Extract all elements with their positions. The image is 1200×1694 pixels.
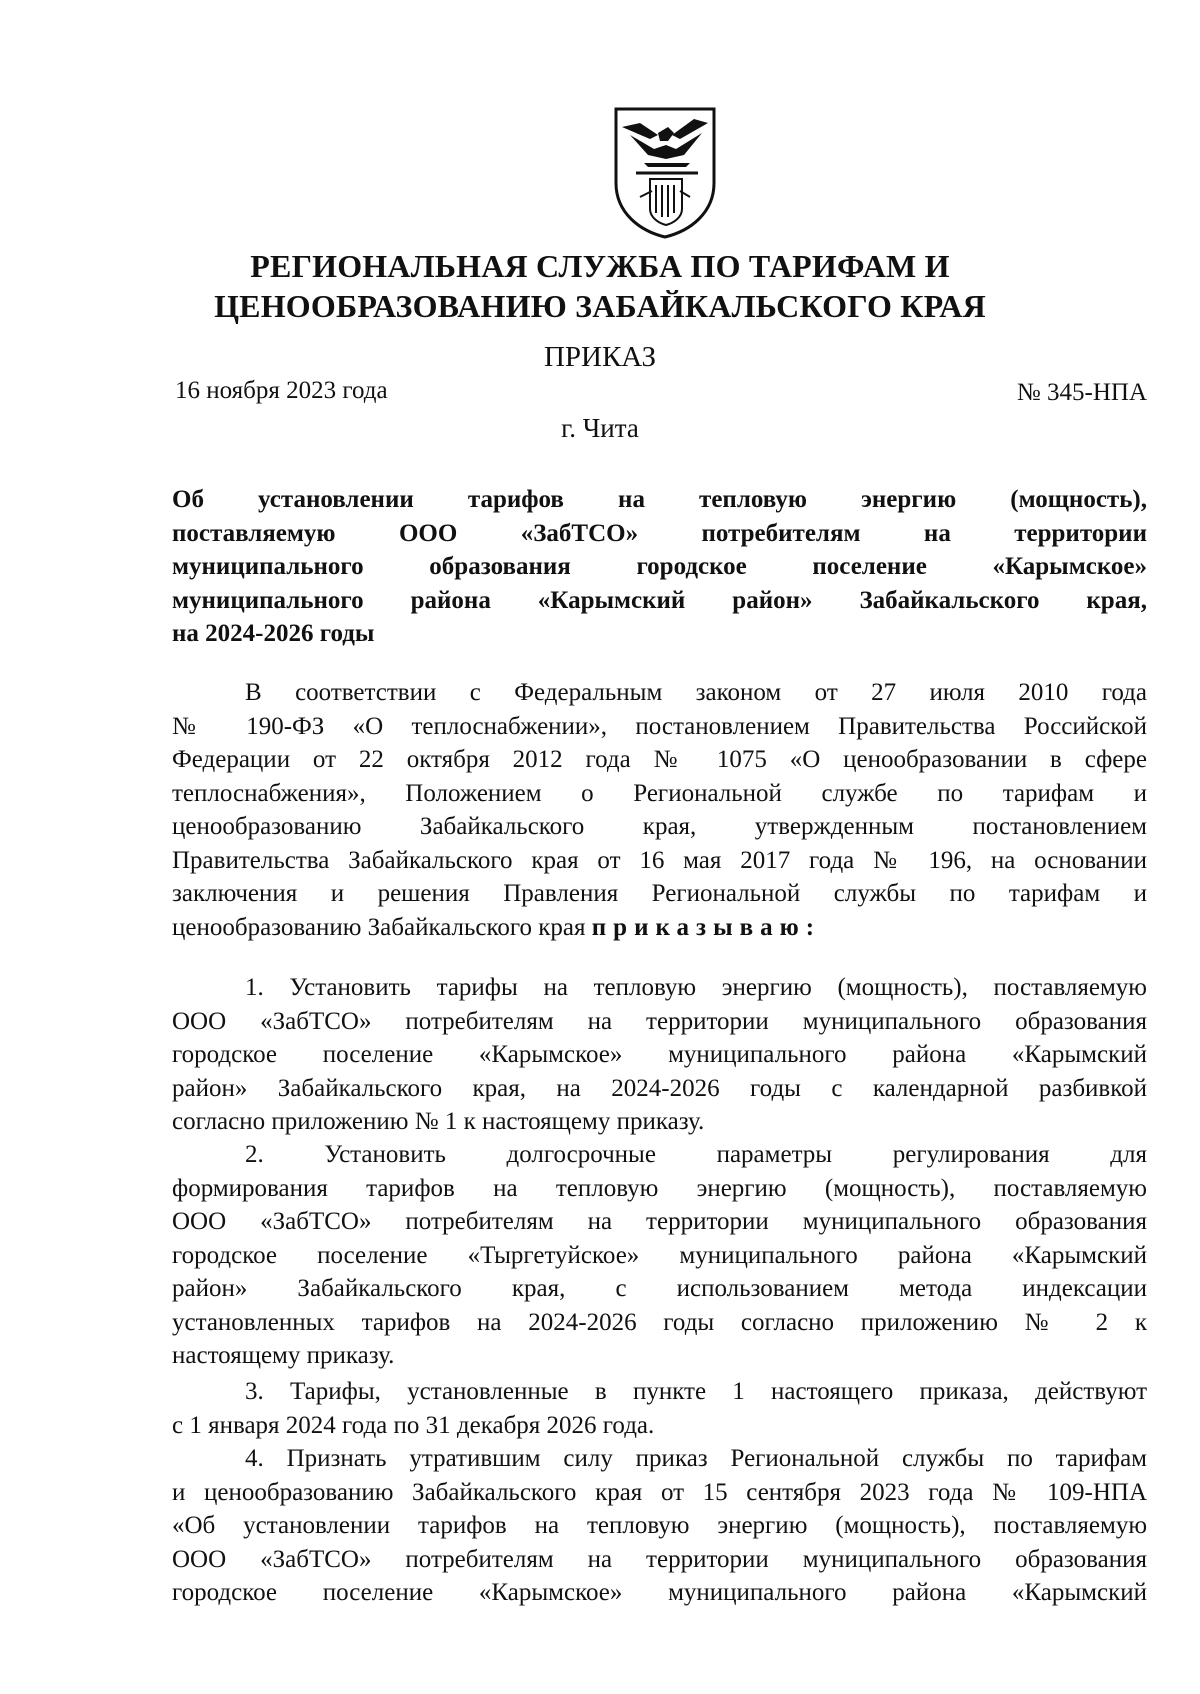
paragraph-line: район» Забайкальского края, с использованием метода индексации (172, 1275, 1147, 1302)
order-word: приказываю: (591, 913, 822, 941)
item-1-paragraph (172, 971, 1147, 1139)
item-2-paragraph (172, 1138, 1147, 1373)
document-subject (172, 483, 1147, 651)
paragraph-line: установленных тарифов на 2024-2026 годы согласно приложению № 2 к (172, 1308, 1147, 1336)
paragraph-line: формирования тарифов на тепловую энергию (мощность), поставляемую (172, 1174, 1147, 1202)
paragraph-line: согласно приложению № 1 к настоящему приказу. (172, 1108, 705, 1135)
paragraph-line: ООО «ЗабТСО» потребителям на территории муниципального образования (172, 1007, 1147, 1035)
paragraph-line: заключения и решения Правления Региональной службы по тарифам и (172, 880, 1147, 907)
document-date: 16 ноября 2023 года (175, 377, 388, 404)
organization-name-line-2: ЦЕНООБРАЗОВАНИЮ ЗАБАЙКАЛЬСКОГО КРАЯ (214, 288, 986, 324)
item-4-paragraph (172, 1442, 1147, 1610)
paragraph-line: Федерации от 22 октября 2012 года № 1075 «О ценообразовании в сфере (172, 746, 1147, 773)
paragraph-line: и ценообразованию Забайкальского края от 15 сентября 2023 года № 109-НПА (172, 1478, 1147, 1506)
paragraph-line: 4. Признать утратившим силу приказ Региональной службы по тарифам (245, 1445, 1147, 1472)
paragraph-line: Правительства Забайкальского края от 16 мая 2017 года № 196, на основании (172, 846, 1147, 874)
paragraph-line: городское поселение «Карымское» муниципального района «Карымский (172, 1579, 1147, 1606)
subject-line: Об установлении тарифов на тепловую энергию (мощность), (172, 486, 1147, 513)
paragraph-line (172, 911, 1147, 945)
paragraph-line: 3. Тарифы, установленные в пункте 1 настоящего приказа, действуют (245, 1378, 1147, 1405)
subject-line: поставляемую ООО «ЗабТСО» потребителям на территории (172, 519, 1147, 547)
paragraph-line: район» Забайкальского края, на 2024-2026 годы с календарной разбивкой (172, 1074, 1147, 1102)
subject-line: муниципального района «Карымский район» Забайкальского края, (172, 586, 1147, 614)
paragraph-line: 1. Установить тарифы на тепловую энергию (мощность), поставляемую (245, 974, 1147, 1001)
paragraph-line: городское поселение «Тыргетуйское» муниципального района «Карымский (172, 1241, 1147, 1269)
paragraph-line: ценообразованию Забайкальского края, утвержденным постановлением (172, 813, 1147, 840)
paragraph-line: В соответствии с Федеральным законом от 27 июля 2010 года (245, 679, 1147, 706)
paragraph-line: «Об установлении тарифов на тепловую энергию (мощность), поставляемую (172, 1512, 1147, 1539)
document-type: ПРИКАЗ (543, 341, 657, 373)
document-city: г. Чита (561, 413, 639, 443)
document-number: № 345-НПА (1016, 379, 1147, 406)
item-3-paragraph (172, 1375, 1147, 1442)
subject-line: муниципального образования городское поселение «Карымское» (172, 553, 1147, 580)
preamble-last-line-text: ценообразованию Забайкальского края (172, 913, 586, 941)
paragraph-line: с 1 января 2024 года по 31 декабря 2026 года. (172, 1411, 655, 1439)
paragraph-line: ООО «ЗабТСО» потребителям на территории муниципального образования (172, 1208, 1147, 1235)
paragraph-line: настоящему приказу. (172, 1342, 395, 1369)
paragraph-line: № 190-ФЗ «О теплоснабжении», постановлением Правительства Российской (172, 712, 1147, 740)
paragraph-line: теплоснабжения», Положением о Региональной службе по тарифам и (172, 779, 1147, 807)
subject-line: на 2024-2026 годы (172, 620, 375, 647)
preamble-paragraph (172, 676, 1147, 944)
coat-of-arms-icon (610, 105, 720, 240)
organization-name-line-1: РЕГИОНАЛЬНАЯ СЛУЖБА ПО ТАРИФАМ И (250, 248, 950, 284)
paragraph-line: городское поселение «Карымское» муниципального района «Карымский (172, 1041, 1147, 1068)
paragraph-line: 2. Установить долгосрочные параметры регулирования для (245, 1141, 1147, 1168)
paragraph-line: ООО «ЗабТСО» потребителям на территории муниципального образования (172, 1545, 1147, 1573)
